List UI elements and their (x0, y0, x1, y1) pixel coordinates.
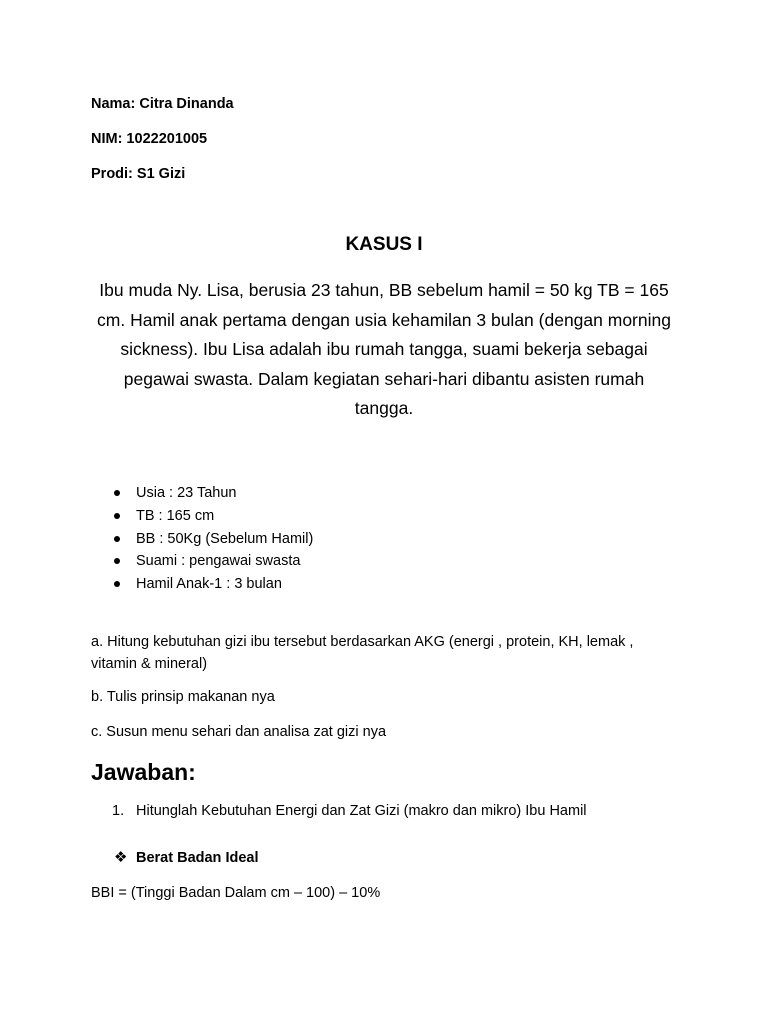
answer-item-1 (112, 803, 587, 819)
sub-heading: Berat Badan Ideal (136, 850, 259, 866)
question-c: c. Susun menu sehari dan analisa zat gizi nya (91, 724, 387, 740)
bullet-icon (114, 581, 120, 587)
list-item (112, 528, 313, 551)
case-description: Ibu muda Ny. Lisa, berusia 23 tahun, BB sebelum hamil = 50 kg TB = 165 cm. Hamil anak pertama dengan usia kehamilan 3 bulan (dengan morning sickness). Ibu Lisa adalah ibu rumah tangga, suami bekerja sebagai pegawai swasta. Dalam kegiatan sehari-hari dibantu asisten rumah tangga. (97, 280, 671, 418)
list-item (112, 482, 313, 505)
answer-heading: Jawaban: (91, 759, 196, 785)
fact-text: Hamil Anak-1 : 3 bulan (136, 576, 282, 593)
facts-list (112, 482, 313, 596)
question-b: b. Tulis prinsip makanan nya (91, 689, 275, 705)
case-title: KASUS I (345, 234, 423, 255)
student-prodi: Prodi: S1 Gizi (91, 166, 186, 182)
diamond-bullet-icon: ❖ (114, 849, 128, 866)
fact-text: Suami : pengawai swasta (136, 553, 301, 570)
bbi-formula: BBI = (Tinggi Badan Dalam cm – 100) – 10% (91, 885, 381, 901)
item-number: 1. (112, 803, 125, 819)
student-nim: NIM: 1022201005 (91, 131, 208, 147)
bullet-icon (114, 490, 120, 496)
item-text: Hitunglah Kebutuhan Energi dan Zat Gizi (makro dan mikro) Ibu Hamil (136, 803, 587, 819)
list-item (112, 505, 313, 528)
bullet-icon (114, 558, 120, 564)
bullet-icon (114, 513, 120, 519)
student-name: Nama: Citra Dinanda (91, 96, 234, 112)
list-item (112, 550, 313, 573)
sub-heading-row (114, 848, 259, 866)
fact-text: Usia : 23 Tahun (136, 485, 237, 501)
fact-text: TB : 165 cm (136, 507, 215, 524)
bullet-icon (114, 536, 120, 542)
list-item (112, 573, 313, 596)
question-a: a. Hitung kebutuhan gizi ibu tersebut berdasarkan AKG (energi , protein, KH, lemak , vitamin & mineral) (91, 634, 634, 672)
fact-text: BB : 50Kg (Sebelum Hamil) (136, 530, 314, 547)
